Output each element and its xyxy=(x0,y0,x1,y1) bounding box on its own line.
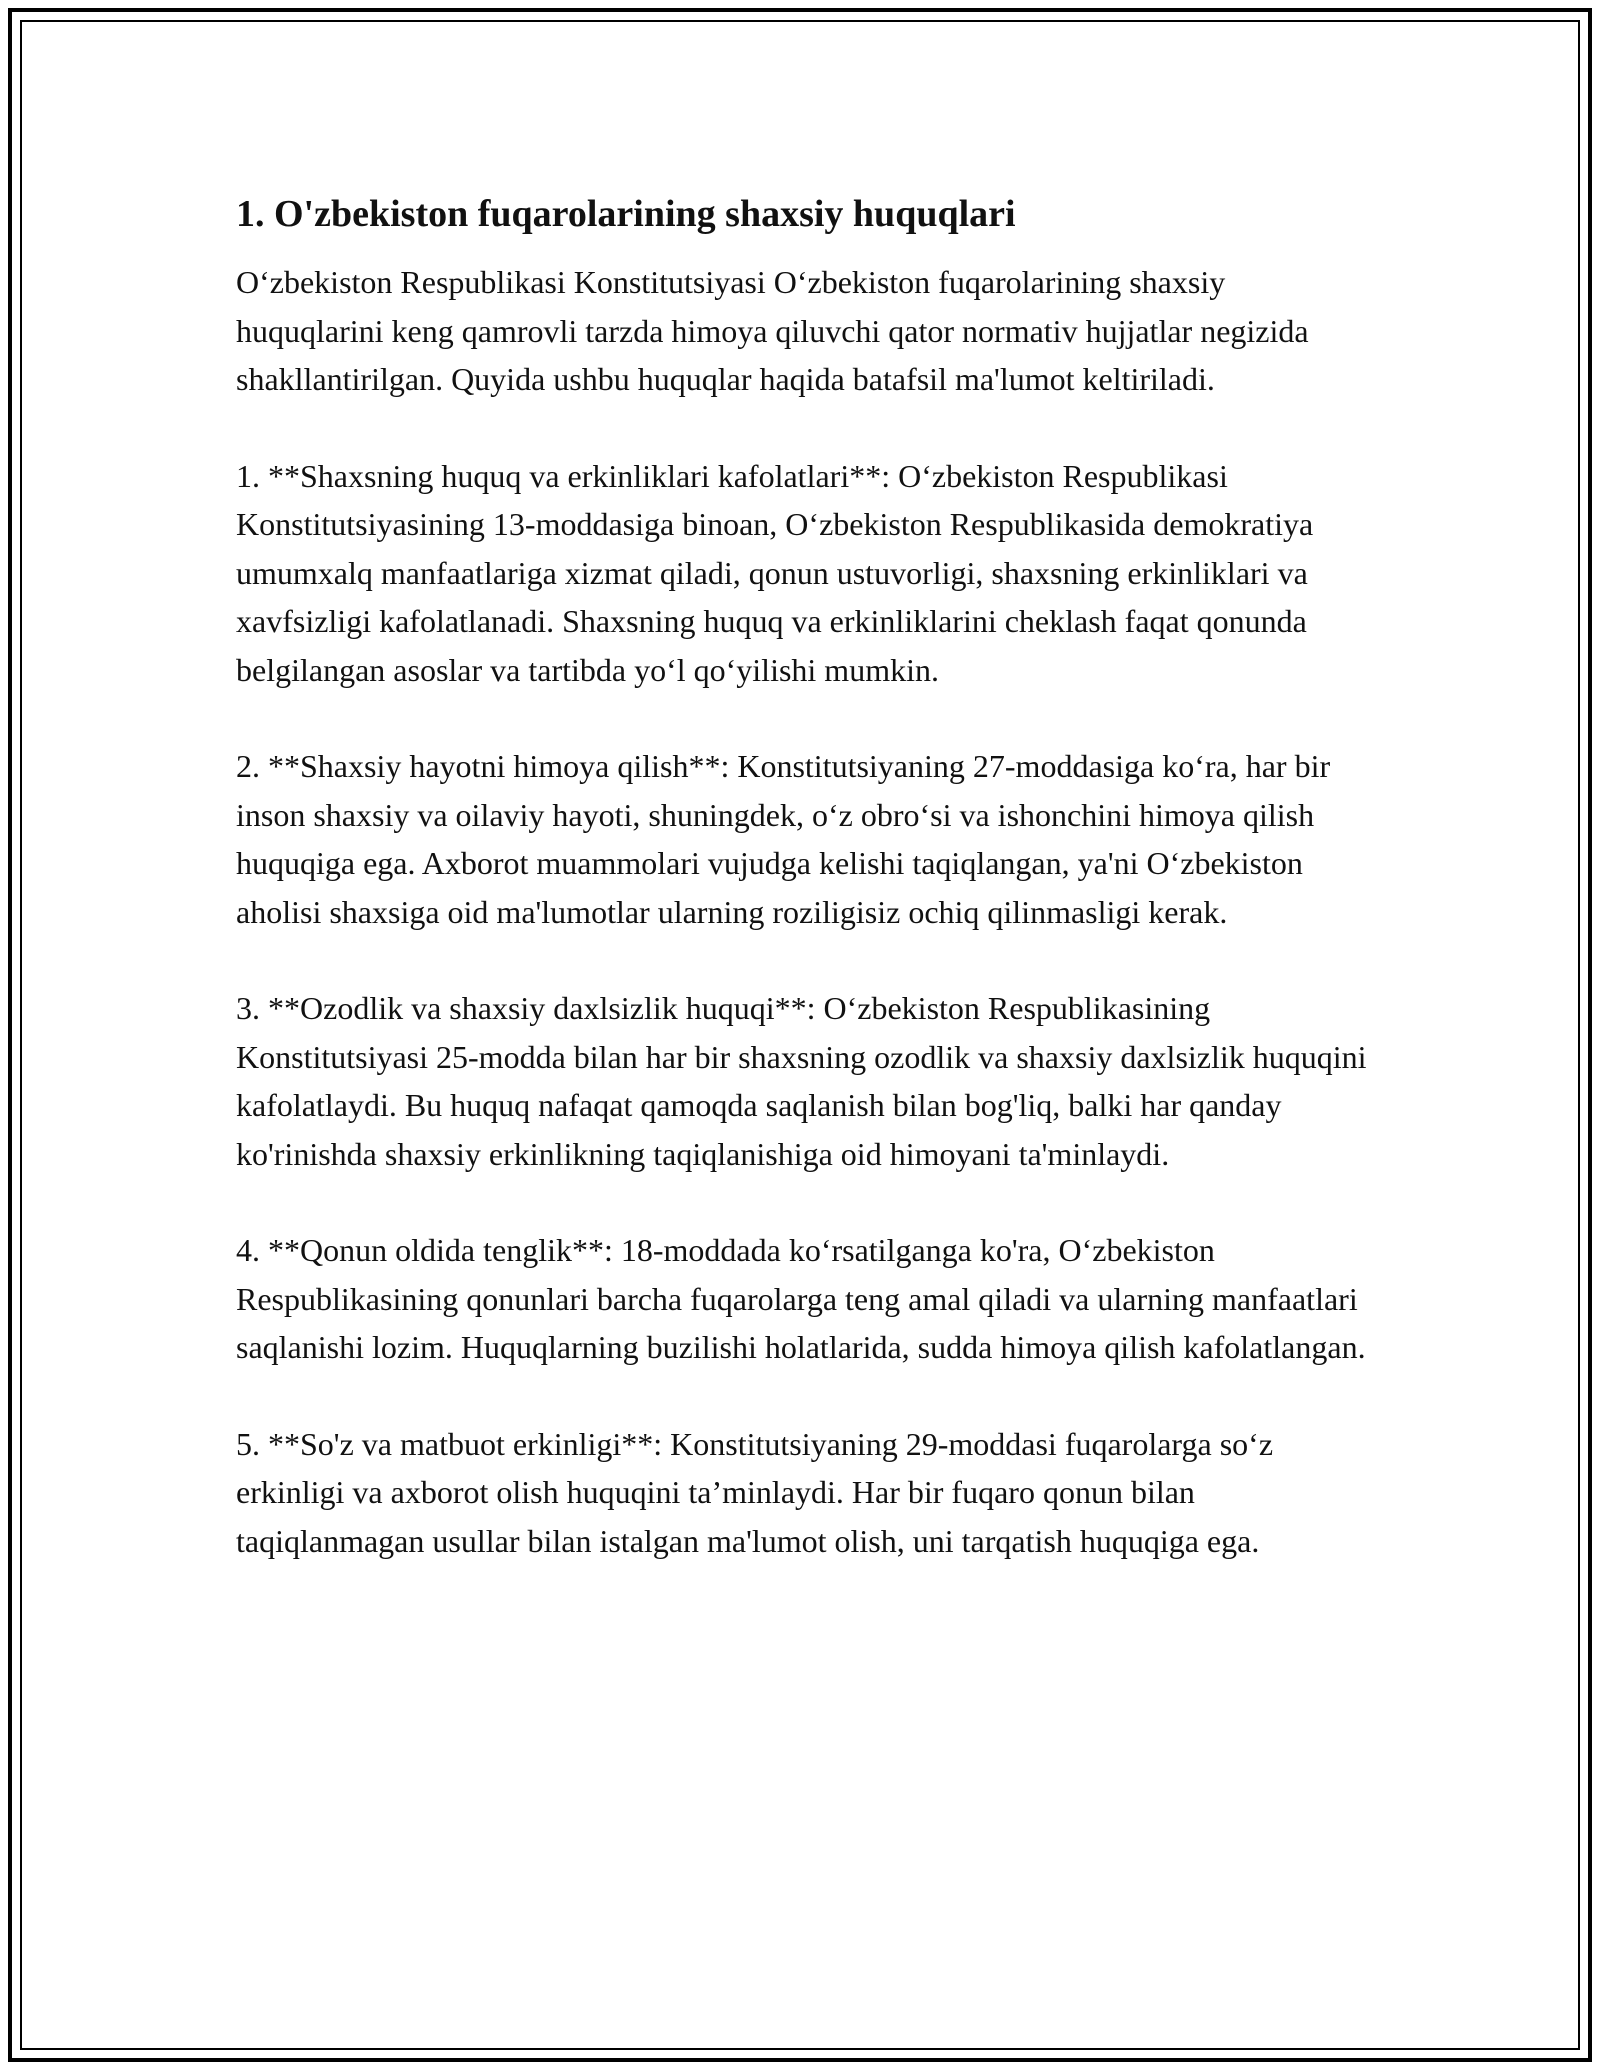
document-body xyxy=(236,190,1376,1613)
paragraph-3: 3. **Ozodlik va shaxsiy daxlsizlik huquqi**: O‘zbekiston Respublikasining Konstitutsiyasi 25-modda bilan har bir shaxsning ozodlik va shaxsiy daxlsizlik huquqini kafolatlaydi. Bu huquq nafaqat qamoqda saqlanish bilan bog'liq, balki har qanday ko'rinishda shaxsiy erkinlikning taqiqlanishiga oid himoyani ta'minlaydi. xyxy=(236,990,1367,1172)
paragraph-2: 2. **Shaxsiy hayotni himoya qilish**: Konstitutsiyaning 27-moddasiga ko‘ra, har bir inson shaxsiy va oilaviy hayoti, shuningdek, o‘z obro‘si va ishonchini himoya qilish huquqiga ega. Axborot muammolari vujudga kelishi taqiqlangan, ya'ni O‘zbekiston aholisi shaxsiga oid ma'lumotlar ularning roziligisiz ochiq qilinmasligi kerak. xyxy=(236,748,1331,930)
document-title: 1. O'zbekiston fuqarolarining shaxsiy huquqlari xyxy=(236,193,1016,235)
paragraph-5: 5. **So'z va matbuot erkinligi**: Konstitutsiyaning 29-moddasi fuqarolarga so‘z erkinligi va axborot olish huquqini ta’minlaydi. Har bir fuqaro qonun bilan taqiqlanmagan usullar bilan istalgan ma'lumot olish, uni tarqatish huquqiga ega. xyxy=(236,1425,1274,1559)
paragraph-1: 1. **Shaxsning huquq va erkinliklari kafolatlari**: O‘zbekiston Respublikasi Konstitutsiyasining 13-moddasiga binoan, O‘zbekiston Respublikasida demokratiya umumxalq manfaatlariga xizmat qiladi, qonun ustuvorligi, shaxsning erkinliklari va xavfsizligi kafolatlanadi. Shaxsning huquq va erkinliklarini cheklash faqat qonunda belgilangan asoslar va tartibda yo‘l qo‘yilishi mumkin. xyxy=(236,457,1314,688)
intro-paragraph: O‘zbekiston Respublikasi Konstitutsiyasi O‘zbekiston fuqarolarining shaxsiy huquqlarini keng qamrovli tarzda himoya qiluvchi qator normativ hujjatlar negizida shakllantirilgan. Quyida ushbu huquqlar haqida batafsil ma'lumot keltiriladi. xyxy=(236,264,1309,397)
paragraph-4: 4. **Qonun oldida tenglik**: 18-moddada ko‘rsatilganga ko'ra, O‘zbekiston Respublikasining qonunlari barcha fuqarolarga teng amal qiladi va ularning manfaatlari saqlanishi lozim. Huquqlarning buzilishi holatlarida, sudda himoya qilish kafolatlangan. xyxy=(236,1232,1366,1365)
